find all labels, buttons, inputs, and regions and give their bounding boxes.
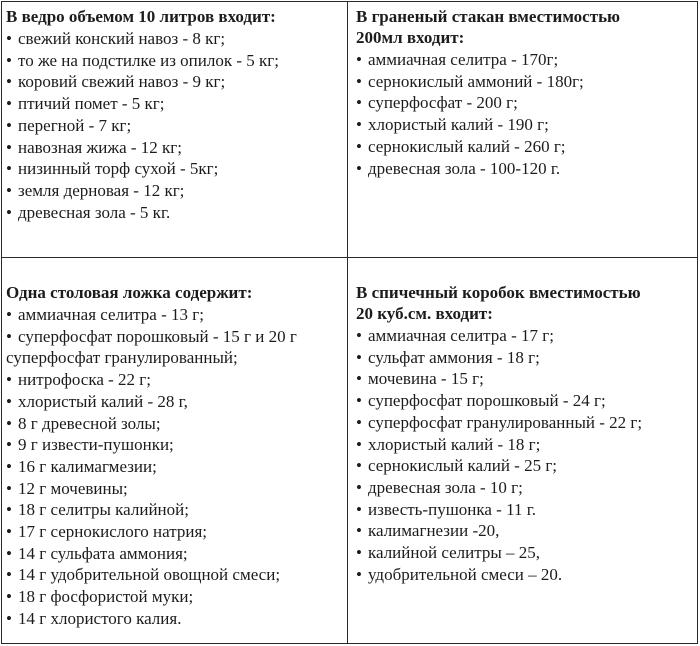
- list-item: • земля дерновая - 12 кг;: [6, 180, 342, 202]
- list-item: • хлористый калий - 190 г;: [356, 114, 692, 136]
- list-item: • низинный торф сухой - 5кг;: [6, 158, 342, 180]
- cell-tablespoon: [6, 282, 342, 630]
- list-item: • 17 г сернокислого натрия;: [6, 521, 342, 543]
- list-item: • древесная зола - 100-120 г.: [356, 158, 692, 180]
- cell-bucket: [6, 6, 342, 223]
- list-item: • 16 г калимагмезии;: [6, 456, 342, 478]
- list-item: • древесная зола - 5 кг.: [6, 202, 342, 224]
- list-item: • 9 г извести-пушонки;: [6, 434, 342, 456]
- item-list: [6, 304, 342, 630]
- list-item: • навозная жижа - 12 кг;: [6, 137, 342, 159]
- list-item: • мочевина - 15 г;: [356, 368, 692, 390]
- list-item: суперфосфат гранулированный;: [6, 348, 238, 368]
- list-item: • суперфосфат порошковый - 15 г и 20 г: [6, 326, 342, 348]
- list-item: • суперфосфат гранулированный - 22 г;: [356, 412, 692, 434]
- list-item: • 14 г хлористого калия.: [6, 608, 342, 630]
- item-list: [356, 325, 692, 585]
- list-item: • перегной - 7 кг;: [6, 115, 342, 137]
- column-divider: [347, 2, 348, 643]
- list-item: • 14 г удобрительной овощной смеси;: [6, 564, 342, 586]
- list-item: • хлористый калий - 18 г;: [356, 434, 692, 456]
- list-item: • сульфат аммония - 18 г;: [356, 347, 692, 369]
- cell-title: В ведро объемом 10 литров входит:: [6, 7, 276, 26]
- item-list: [356, 49, 692, 179]
- list-item: • удобрительной смеси – 20.: [356, 564, 692, 586]
- cell-title: В спичечный коробок вместимостью 20 куб.см. входит:: [356, 283, 641, 323]
- cell-title: Одна столовая ложка содержит:: [6, 283, 253, 302]
- list-item: • 18 г селитры калийной;: [6, 499, 342, 521]
- list-item: • сернокислый калий - 25 г;: [356, 455, 692, 477]
- list-item: • суперфосфат порошковый - 24 г;: [356, 390, 692, 412]
- list-item: • 8 г древесной золы;: [6, 413, 342, 435]
- list-item: • аммиачная селитра - 13 г;: [6, 304, 342, 326]
- row-divider: [2, 257, 697, 258]
- list-item: • калимагнезии -20,: [356, 520, 692, 542]
- list-item: • калийной селитры – 25,: [356, 542, 692, 564]
- list-item: • коровий свежий навоз - 9 кг;: [6, 71, 342, 93]
- list-item: • свежий конский навоз - 8 кг;: [6, 28, 342, 50]
- cell-title: В граненый стакан вместимостью 200мл входит:: [356, 7, 621, 47]
- list-item: • сернокислый калий - 260 г;: [356, 136, 692, 158]
- list-item: • аммиачная селитра - 17 г;: [356, 325, 692, 347]
- list-item: • хлористый калий - 28 г,: [6, 391, 342, 413]
- list-item: • птичий помет - 5 кг;: [6, 93, 342, 115]
- list-item: • 12 г мочевины;: [6, 478, 342, 500]
- list-item: • нитрофоска - 22 г;: [6, 369, 342, 391]
- cell-matchbox: [356, 282, 692, 585]
- item-list: [6, 28, 342, 223]
- list-item: • то же на подстилке из опилок - 5 кг;: [6, 50, 342, 72]
- list-item: • сернокислый аммоний - 180г;: [356, 71, 692, 93]
- list-item: • аммиачная селитра - 170г;: [356, 49, 692, 71]
- list-item: • известь-пушонка - 11 г.: [356, 499, 692, 521]
- list-item: • суперфосфат - 200 г;: [356, 92, 692, 114]
- list-item: • древесная зола - 10 г;: [356, 477, 692, 499]
- list-item: • 18 г фосфористой муки;: [6, 586, 342, 608]
- cell-glass: [356, 6, 692, 179]
- list-item: • 14 г сульфата аммония;: [6, 543, 342, 565]
